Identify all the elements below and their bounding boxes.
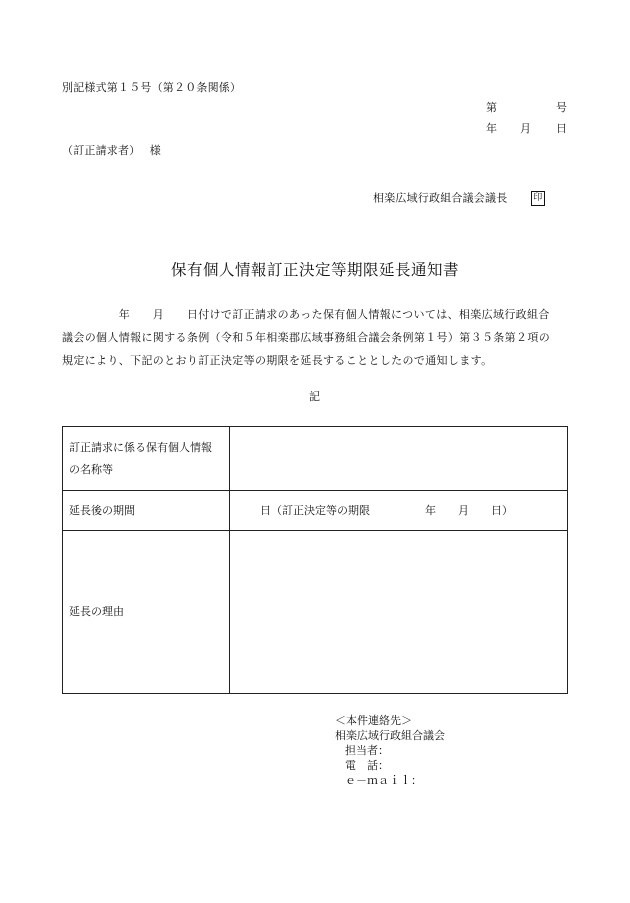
contact-block	[335, 713, 445, 788]
info-name-label-line2: の名称等	[69, 462, 113, 476]
info-name-value	[230, 427, 568, 491]
document-number-prefix: 第	[486, 101, 498, 114]
detail-table	[62, 426, 568, 694]
date-year: 年	[486, 122, 498, 135]
contact-phone: 電 話：	[345, 759, 389, 772]
document-number-suffix: 号	[556, 101, 568, 114]
table-row	[63, 531, 568, 694]
table-row	[63, 491, 568, 531]
body-line: 議会の個人情報に関する条例（令和５年相楽郡広域事務組合議会条例第１号）第３５条第２項の	[62, 331, 551, 344]
recipient: （訂正請求者） 様	[62, 144, 161, 157]
seal-mark: 印	[531, 191, 545, 206]
extension-period-label: 延長後の期間	[63, 491, 230, 531]
body-text	[62, 303, 568, 372]
body-line: 年 月 日付けで訂正請求のあった保有個人情報については、相楽広域行政組合	[62, 308, 550, 321]
extension-reason-label: 延長の理由	[63, 531, 230, 694]
contact-org: 相楽広域行政組合議会	[335, 729, 445, 742]
extension-period-text: 日（訂正決定等の期限 年 月 日）	[260, 503, 513, 517]
sender	[373, 191, 545, 206]
form-number: 別記様式第１５号（第２０条関係）	[62, 81, 242, 94]
date-day: 日	[556, 122, 568, 135]
contact-email: ｅ－ｍａｉｌ：	[345, 774, 422, 787]
table-label-cell	[63, 427, 230, 491]
body-line: 規定により、下記のとおり訂正決定等の期限を延長することとしたので通知します。	[62, 354, 493, 367]
date-month: 月	[520, 122, 532, 135]
contact-person: 担当者：	[345, 744, 389, 757]
sender-title: 相楽広域行政組合議会議長	[373, 191, 508, 205]
extension-period-value	[230, 491, 568, 531]
contact-heading: ＜本件連絡先＞	[335, 714, 412, 727]
ki-heading: 記	[309, 390, 321, 403]
extension-reason-value	[230, 531, 568, 694]
table-row	[63, 427, 568, 491]
document-title: 保有個人情報訂正決定等期限延長通知書	[170, 261, 459, 279]
info-name-label-line1: 訂正請求に係る保有個人情報	[69, 440, 212, 454]
